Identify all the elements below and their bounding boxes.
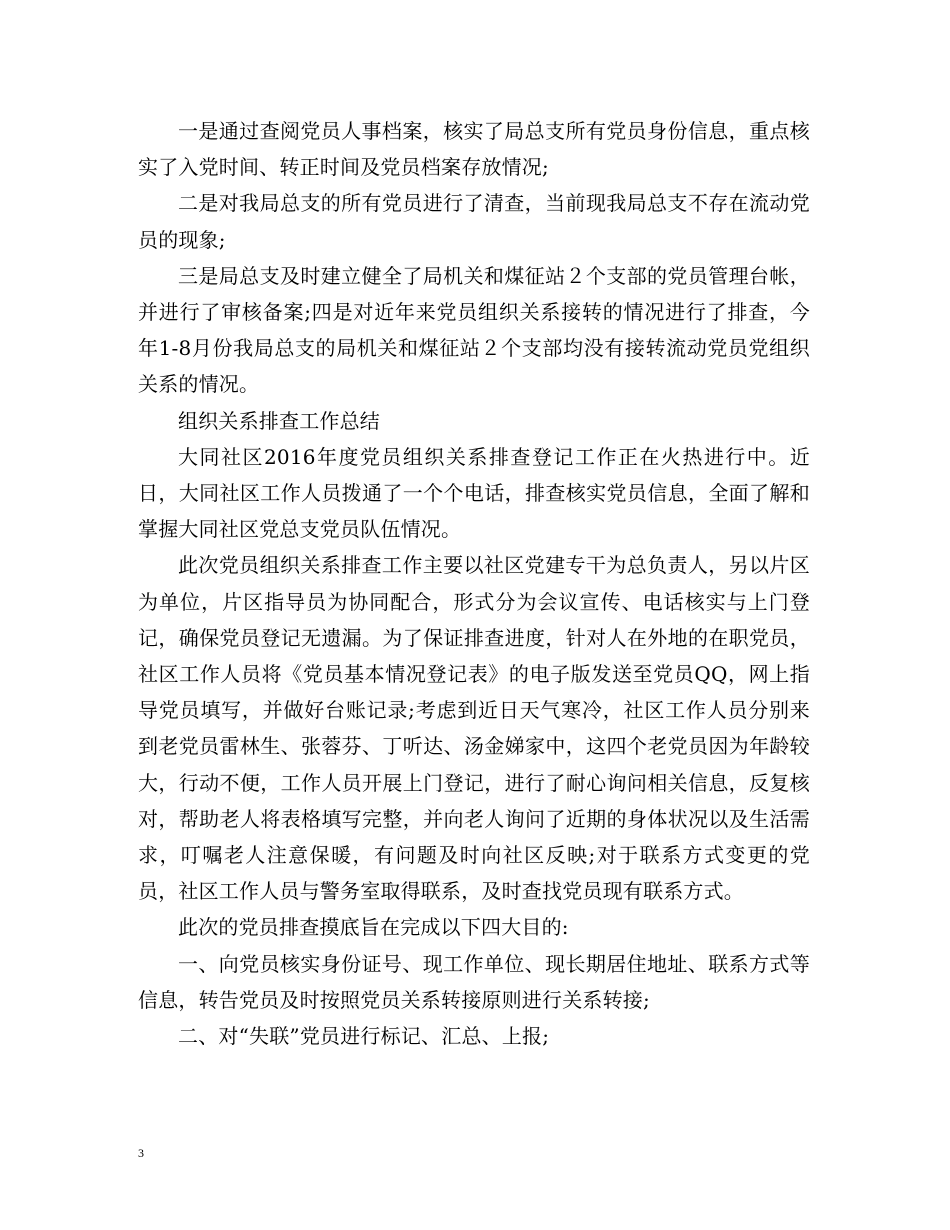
paragraph-3: 三是局总支及时建立健全了局机关和煤征站２个支部的党员管理台帐，并进行了审核备案;四是对近年来党员组织关系接转的情况进行了排查，今年1-8月份我局总支的局机关和煤征站２个支部均没有接转流动党员党组织关系的情况。 xyxy=(138,263,810,397)
document-page xyxy=(138,113,810,1054)
paragraph-7: 一、向党员核实身份证号、现工作单位、现长期居住地址、联系方式等信息，转告党员及时按照党员关系转接原则进行关系转接; xyxy=(138,951,810,1012)
paragraph-1: 一是通过查阅党员人事档案，核实了局总支所有党员身份信息，重点核实了入党时间、转正时间及党员档案存放情况; xyxy=(138,119,810,180)
paragraph-6: 此次的党员排查摸底旨在完成以下四大目的: xyxy=(178,915,569,940)
paragraph-8: 二、对“失联”党员进行标记、汇总、上报; xyxy=(178,1024,550,1049)
section-heading: 组织关系排查工作总结 xyxy=(178,408,380,433)
page-number: 3 xyxy=(138,1146,144,1160)
paragraph-4: 大同社区2016年度党员组织关系排查登记工作正在火热进行中。近日，大同社区工作人员拨通了一个个电话，排查核实党员信息，全面了解和掌握大同社区党总支党员队伍情况。 xyxy=(138,444,810,542)
paragraph-5: 此次党员组织关系排查工作主要以社区党建专干为总负责人，另以片区为单位，片区指导员为协同配合，形式分为会议宣传、电话核实与上门登记，确保党员登记无遗漏。为了保证排查进度，针对人在外地的在职党员，社区工作人员将《党员基本情况登记表》的电子版发送至党员QQ，网上指导党员填写，并做好台账记录;考虑到近日天气寒冷，社区工作人员分别来到老党员雷林生、张蓉芬、丁听达、汤金娣家中，这四个老党员因为年龄较大，行动不便，工作人员开展上门登记，进行了耐心询问相关信息，反复核对，帮助老人将表格填写完整，并向老人询问了近期的身体状况以及生活需求，叮嘱老人注意保暖，有问题及时向社区反映;对于联系方式变更的党员，社区工作人员与警务室取得联系，及时查找党员现有联系方式。 xyxy=(138,553,810,904)
paragraph-2: 二是对我局总支的所有党员进行了清查，当前现我局总支不存在流动党员的现象; xyxy=(138,191,810,252)
